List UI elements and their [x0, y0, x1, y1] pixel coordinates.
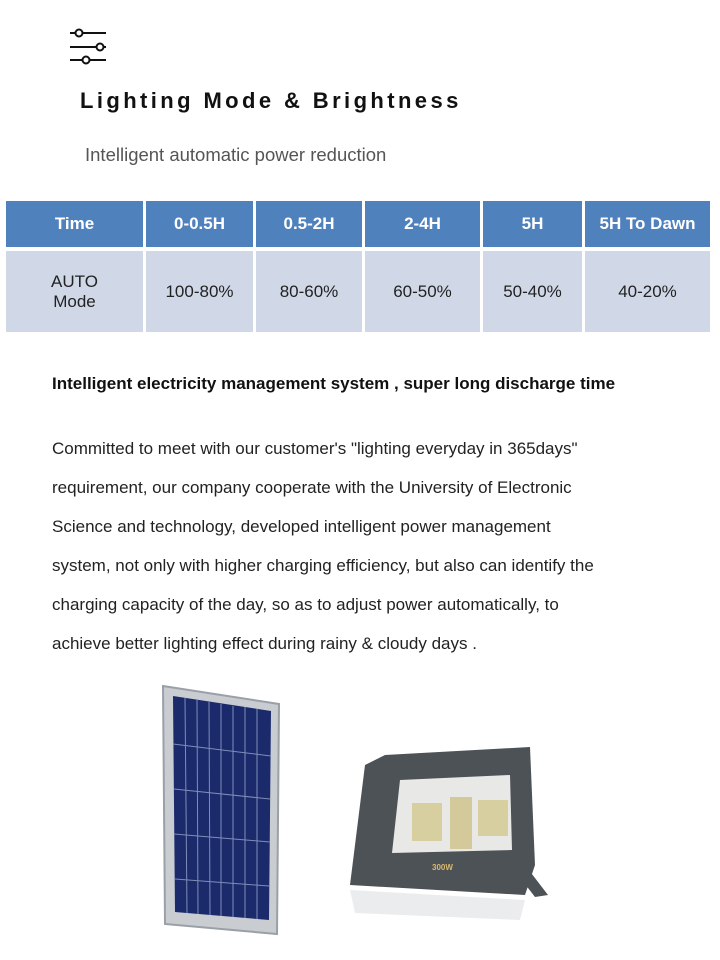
floodlight-image: [330, 745, 555, 935]
page-title: Lighting Mode & Brightness: [80, 88, 462, 113]
table-header-row: [6, 201, 710, 247]
body-line: Science and technology, developed intelligent power management: [52, 517, 551, 536]
brightness-table: [3, 201, 713, 332]
table-row: [6, 247, 710, 332]
table-cell: 80-60%: [256, 247, 362, 332]
table-cell: 60-50%: [365, 247, 480, 332]
page-subtitle: Intelligent automatic power reduction: [85, 144, 387, 165]
wattage-label: 300W: [432, 863, 453, 872]
body-line: achieve better lighting effect during rainy & cloudy days .: [52, 634, 477, 653]
solar-panel-image: [155, 684, 290, 936]
section-heading: Intelligent electricity management system , super long discharge time: [52, 374, 616, 393]
sliders-icon: [68, 26, 108, 66]
body-line: charging capacity of the day, so as to adjust power automatically, to: [52, 595, 559, 614]
table-header: 5H: [483, 201, 582, 247]
table-header: Time: [6, 201, 143, 247]
section-body: [52, 429, 702, 663]
row-label: AUTO Mode: [6, 247, 143, 332]
table-header: 0-0.5H: [146, 201, 253, 247]
table-header: 0.5-2H: [256, 201, 362, 247]
table-header: 2-4H: [365, 201, 480, 247]
body-line: system, not only with higher charging efficiency, but also can identify the: [52, 556, 594, 575]
table-cell: 50-40%: [483, 247, 582, 332]
body-line: requirement, our company cooperate with the University of Electronic: [52, 478, 572, 497]
body-line: Committed to meet with our customer's "lighting everyday in 365days": [52, 439, 578, 458]
table-cell: 100-80%: [146, 247, 253, 332]
table-header: 5H To Dawn: [585, 201, 710, 247]
table-cell: 40-20%: [585, 247, 710, 332]
